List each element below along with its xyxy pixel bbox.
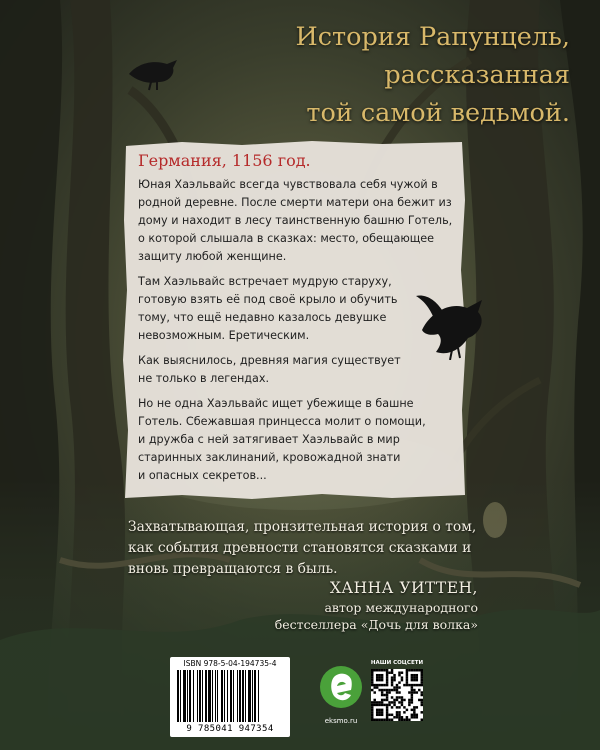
annotation-line: тому, что ещё недавно казалось девушке — [138, 311, 387, 324]
annotation-line: Там Хаэльвайс встречает мудрую старуху, — [138, 275, 392, 288]
annotation-line: о которой слышала в сказках: место, обещающее — [138, 232, 435, 245]
annotation-line: и дружба с ней затягивает Хаэльвайс в мир — [138, 433, 400, 446]
annotation-line: Готель. Сбежавшая принцесса молит о помощи, — [138, 415, 426, 428]
annotation-line: старинных заклинаний, кровожадной знати — [138, 451, 401, 464]
barcode-digits: 9 785041 947354 — [186, 724, 274, 734]
qr-code-icon — [371, 669, 423, 721]
annotation-line: дому и находит в лесу таинственную башню Готель, — [138, 214, 453, 227]
annotation-line: родной деревне. После смерти матери она бежит из — [138, 196, 452, 209]
annotation-line: не только в легендах. — [138, 372, 270, 385]
headline-line-3: той самой ведьмой. — [306, 98, 570, 128]
annotation-paragraph-1 — [138, 176, 453, 266]
blurb-quote — [128, 517, 528, 580]
blurb-line: вновь превращаются в быль. — [128, 561, 338, 577]
annotation-paragraph-4 — [138, 395, 453, 485]
endorsement-author: ХАННА УИТТЕН, — [329, 579, 478, 597]
endorsement-credential: бестселлера «Дочь для волка» — [274, 617, 478, 632]
annotation-line: невозможным. Еретическим. — [138, 329, 310, 342]
annotation-paragraph-3 — [138, 352, 453, 388]
annotation-line: Но не одна Хаэльвайс ищет убежище в башне — [138, 397, 414, 410]
isbn-label: ISBN 978-5-04-194735-4 — [183, 659, 277, 668]
eksmo-logo-icon — [318, 662, 364, 716]
annotation-line: Юная Хаэльвайс всегда чувствовала себя чужой в — [138, 178, 438, 191]
endorsement — [270, 577, 478, 633]
endorsement-credential: автор международного — [324, 600, 478, 615]
annotation-title: Германия, 1156 год. — [138, 151, 311, 170]
isbn-barcode — [170, 657, 290, 737]
headline — [140, 18, 570, 132]
annotation-line: и опасных секретов... — [138, 469, 267, 482]
annotation-line: защиту любой женщине. — [138, 250, 287, 263]
annotation-text — [138, 150, 453, 492]
blurb-line: Захватывающая, пронзительная история о том, — [128, 519, 477, 535]
blurb-line: как события древности становятся сказками и — [128, 540, 472, 556]
headline-line-2: рассказанная — [384, 60, 570, 90]
annotation-line: готовую взять её под своё крыло и обучить — [138, 293, 398, 306]
annotation-line: Как выяснилось, древняя магия существует — [138, 354, 401, 367]
headline-line-1: История Рапунцель, — [295, 22, 570, 52]
publisher-logo — [318, 662, 364, 728]
barcode-bars — [176, 670, 284, 722]
social-qr — [370, 660, 424, 730]
flying-crow-illustration — [412, 290, 492, 360]
annotation-paragraph-2 — [138, 273, 453, 345]
social-label: НАШИ СОЦСЕТИ — [370, 660, 424, 666]
publisher-site: eksmo.ru — [324, 717, 358, 725]
